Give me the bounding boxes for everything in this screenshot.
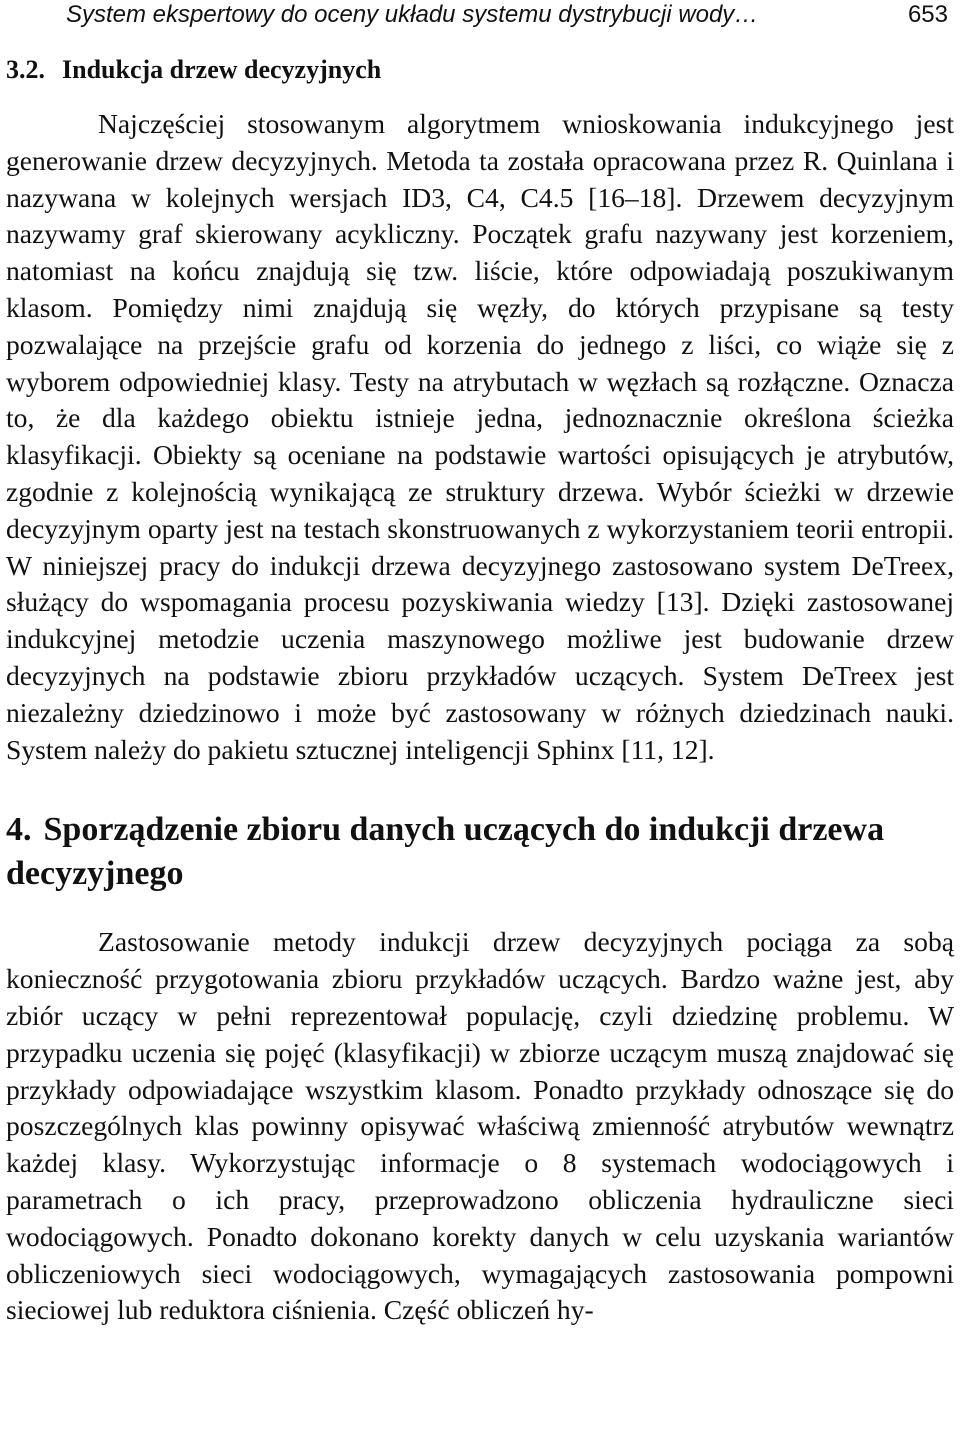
subsection-heading [6,54,954,86]
running-header-title: System ekspertowy do oceny układu systemu dystrybucji wody… [66,1,759,28]
page-number: 653 [907,1,948,28]
running-header [6,0,954,34]
document-page [6,0,954,1329]
section-heading [6,808,954,896]
section-title: Sporządzenie zbioru danych uczących do indukcji drzewa decyzyjnego [6,811,885,893]
section-paragraph: Zastosowanie metody indukcji drzew decyzyjnych pociąga za sobą konieczność przygotowania zbioru przykładów uczących. Bardzo ważne jest, aby zbiór uczący w pełni reprezentował populację, czyli dziedzinę problemu. W przypadku uczenia się pojęć (klasyfikacji) w zbiorze uczącym muszą znajdować się przykłady odpowiadające wszystkim klasom. Ponadto przykłady odnoszące się do poszczególnych klas powinny opisywać właściwą zmienność atrybutów wewnątrz każdej klasy. Wykorzystując informacje o 8 systemach wodociągowych i parametrach o ich pracy, przeprowadzono obliczenia hydrauliczne sieci wodociągowych. Ponadto dokonano korekty danych w celu uzyskania wariantów obliczeniowych sieci wodociągowych, wymagających zastosowania pompowni sieciowej lub reduktora ciśnienia. Część obliczeń hy- [6,926,954,1326]
subsection-paragraph: Najczęściej stosowanym algorytmem wnioskowania indukcyjnego jest generowanie drzew decyzyjnych. Metoda ta została opracowana przez R. Quinlana i nazywana w kolejnych wersjach ID3, C4, C4.5 [16–18]. Drzewem decyzyjnym nazywamy graf skierowany acykliczny. Początek grafu nazywany jest korzeniem, natomiast na końcu znajdują się tzw. liście, które odpowiadają poszukiwanym klasom. Pomiędzy nimi znajdują się węzły, do których przypisane są testy pozwalające na przejście grafu od korzenia do jednego z liści, co wiąże się z wyborem odpowiedniej klasy. Testy na atrybutach w węzłach są rozłączne. Oznacza to, że dla każdego obiektu istnieje jedna, jednoznacznie określona ścieżka klasyfikacji. Obiekty są oceniane na podstawie wartości opisujących je atrybutów, zgodnie z kolejnością wynikającą ze struktury drzewa. Wybór ścieżki w drzewie decyzyjnym oparty jest na testach skonstruowanych z wykorzystaniem teorii entropii. W niniejszej pracy do indukcji drzewa decyzyjnego zastosowano system DeTreex, służący do wspomagania procesu pozyskiwania wiedzy [13]. Dzięki zastosowanej indukcyjnej metodzie uczenia maszynowego możliwe jest budowanie drzew decyzyjnych na podstawie zbioru przykładów uczących. System DeTreex jest niezależny dziedzinowo i może być zastosowany w różnych dziedzinach nauki. System należy do pakietu sztucznej inteligencji Sphinx [11, 12]. [6,108,954,765]
subsection-title: Indukcja drzew decyzyjnych [62,55,382,84]
subsection-number: 3.2. [6,55,45,84]
section-number: 4. [6,811,32,849]
